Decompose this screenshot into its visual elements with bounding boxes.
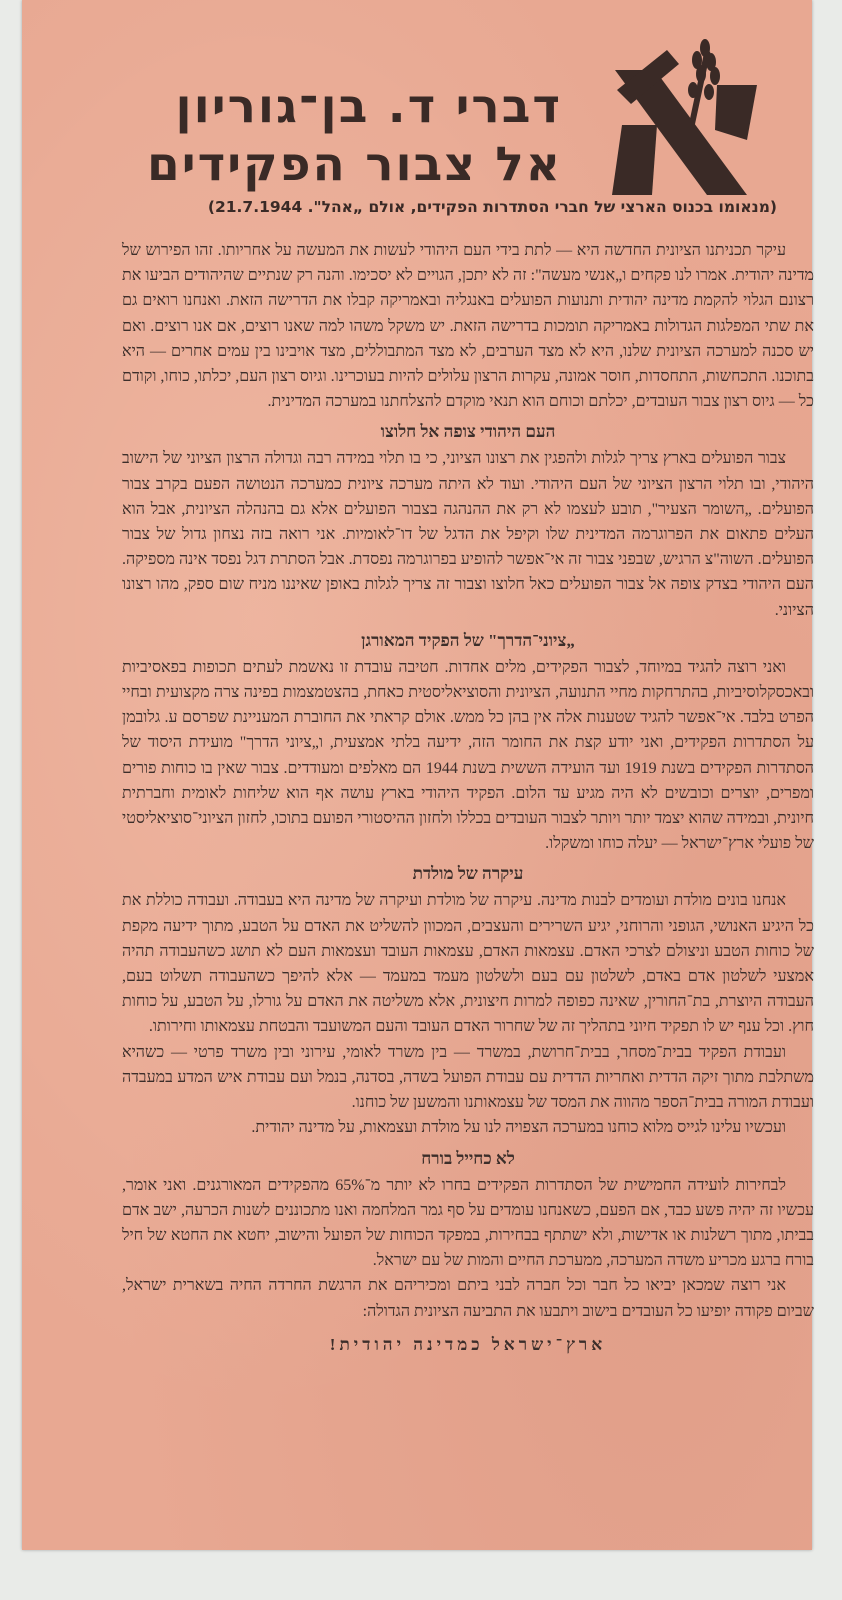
title-line-1: דברי ד. בן־גוריון xyxy=(175,79,562,134)
speech-source-note: (מנאומו בכנוס הארצי של חברי הסתדרות הפקידים, אולם „אהל". 21.7.1944) xyxy=(207,198,777,216)
speech-body xyxy=(122,238,814,1357)
paragraph: ועכשיו עלינו לגייס מלוא כוחנו במערכה הצפויה לנו על מולדת ועצמאות, על מדינה יהודית. xyxy=(251,1119,786,1137)
closing-slogan: ארץ־ישראל כמדינה יהודית! xyxy=(329,1334,607,1354)
section-heading: „ציוני־הדרך" של הפקיד המאורגן xyxy=(361,630,575,650)
aleph-wheat-hammer-emblem-icon xyxy=(597,30,767,200)
page-title xyxy=(147,78,562,194)
paragraph: עיקר תכניתנו הציונית החדשה היא — לתת בידי העם היהודי לעשות את המעשה על אחריותו. זהו הפירוש של מדינה יהודית. אמרו לנו פקחים ו„אנשי מעשה": זה לא יתכן, הגויים לא יסכימו. והנה רק שנתיים שהיהודים הביעו את רצונם הגלוי להקמת מדינה יהודית ותנועות הפועלים באנגליה ובאמריקה קבלו את הדרישה הזאת. ואנחנו רואים גם את שתי המפלגות הגדולות באמריקה תומכות בדרישה הזאת. יש משקל משהו למה שאנו רוצים, אם אנו רוצים. ואם יש סכנה למערכה הציונית שלנו, היא לא מצד הערבים, לא מצד המתבוללים, מצד אויבינו בין עמים אחרים — היא בתוכנו. התכחשות, התחסדות, חוסר אמונה, עקרות הרצון עלולים להיות בעוכרינו. וגיוס רצון העם, יכלתו, כוחו, וקודם כל — גיוס רצון צבור העובדים, יכלתם וכוחם הוא תנאי מוקדם להצלחתנו במערכה המדינית. xyxy=(122,242,814,411)
section-heading: עיקרה של מולדת xyxy=(412,864,524,884)
paragraph: ועבודת הפקיד בבית־מסחר, בבית־חרושת, במשרד — בין משרד לאומי, עירוני ובין משרד פרטי — כשהיא משתלבת מתוך זיקה הדדית ואחריות הדדית עם עבודת הפועל בשדה, בסדנה, בנמל ועם עבודת איש המדע במעבדה ועבודת המורה בבית־הספר מהווה את המסד של עצמאותנו והמשען של כוחנו. xyxy=(122,1043,814,1112)
paragraph: צבור הפועלים בארץ צריך לגלות ולהפגין את רצונו הציוני, כי בו תלוי במידה רבה וגדולה הרצון הציוני של הישוב היהודי, ובו תלוי הרצון הציוני של העם היהודי. ועוד לא היתה מערכה ציונית כמערכה הנטושה הפעם בקרב צבור הפועלים. „השומר הצעיר", תובע לעצמו לא רק את ההנהגה בצבור הפועלים אלא גם בהנהלה הציונית, אבל הוא העלים פתאום את הפרוגרמה המדינית שלו וקיפל את הדגל של דו־לאומיות. אני רואה בזה נצחון גדול של צבור הפועלים. השוה"צ הרגיש, שבפני צבור זה אי־אפשר להופיע בפרוגרמה נפסדת. אבל הסתרת דגל נפסד אינה מספיקה. העם היהודי בצדק צופה אל צבור הפועלים כאל חלוצו וצבור זה צריך לגלות באופן שאיננו מניח שום ספק, מהו רצונו הציוני. xyxy=(122,450,814,619)
paragraph: אני רוצה שמכאן יביאו כל חבר וכל חברה לבני ביתם ומכיריהם את הרגשת החרדה החיה בשארית ישראל, שביום פקודה יופיעו כל העובדים בישוב ויתבעו את התביעה הציונית הגדולה: xyxy=(122,1277,814,1320)
leaflet-page xyxy=(22,0,815,1550)
section-heading: לא כחייל בורח xyxy=(421,1148,515,1168)
paragraph: לבחירות לועידה החמישית של הסתדרות הפקידים בחרו לא יותר מ־65% מהפקידים המאורגנים. ואני אומר, עכשיו זה יהיה פשע כבד, אם הפעם, כשאנחנו עומדים על סף גמר המלחמה ואנו מתכוננים לשנות הכרעה, ישב אדם בביתו, מתוך רשלנות או אדישות, ולא ישתתף בבחירות, במפקד הכוחות של הפועל והישוב, יחטא את החטא של חיל בורח ברגע מכריע משדה המערכה, ממערכת החיים והמות של עם ישראל. xyxy=(122,1176,814,1270)
title-line-2: אל צבור הפקידים xyxy=(147,137,562,192)
section-heading: העם היהודי צופה אל חלוצו xyxy=(380,422,556,442)
paragraph: ואני רוצה להגיד במיוחד, לצבור הפקידים, מלים אחדות. חטיבה עובדת זו נאשמת לעתים תכופות בפאסיביות ובאכסקלוסיביות, בהתרחקות מחיי התנועה, הציונית והסוציאליסטית כאחת, בהצטמצמות בפינה צרה מקצועית ובחיי הפרט בלבד. אי־אפשר להגיד שטענות אלה אין בהן כל ממש. אולם קראתי את החוברת המעניינת שפרסם ע. גלובמן על הסתדרות הפקידים, ואני יודע קצת את החומר הזה, ידיעה בלתי אמצעית, ו„ציוני הדרך" מועידת היסוד של הסתדרות הפקידים בשנת 1919 ועד הועידה הששית בשנת 1944 הם מאלפים ומעודדים. צבור שאין בו כוחות פורים ומפרים, יוצרים וכובשים לא היה מגיע עד הלום. הפקיד היהודי בארץ עושה אף הוא שליחות לאומית וחברתית חיונית, ובמידה שהוא יצמד יותר ויותר לצבור העובדים בכללו ולחזון ההיסטורי הפועם בתוכו, לחזון הציוני־סוציאליסטי של פועלי ארץ־ישראל — יעלה כוחו ומשקלו. xyxy=(122,658,815,853)
paragraph: אנחנו בונים מולדת ועומדים לבנות מדינה. עיקרה של מולדת ועיקרה של מדינה היא בעבודה. ועבודה כוללת את כל היגיע האנושי, הגופני והרוחני, יגיע השרירים והעצבים, המכוון להשליט את האדם על הטבע, מתוך ידיעה מקפת של כוחות הטבע וניצולם לצרכי האדם. עצמאות האדם, עצמאות העובד ועצמאות העם לא תושג כשהעבודה תהיה אמצעי לשלטון אדם באדם, לשלטון עם בעם ולשלטון מעמד במעמד — אלא להיפך כשהעבודה תשלוט בעם, העבודה היוצרת, בת־החורין, שאינה כפופה למרות חיצונית, אלא משליטה את האדם על גורלו, על הטבע, על כוחות חוץ. וכל ענף יש לו תפקיד חיוני בתהליך זה של שחרור האדם העובד והעם המשועבד והבטחת עצמאותו וחירותו. xyxy=(122,892,814,1036)
